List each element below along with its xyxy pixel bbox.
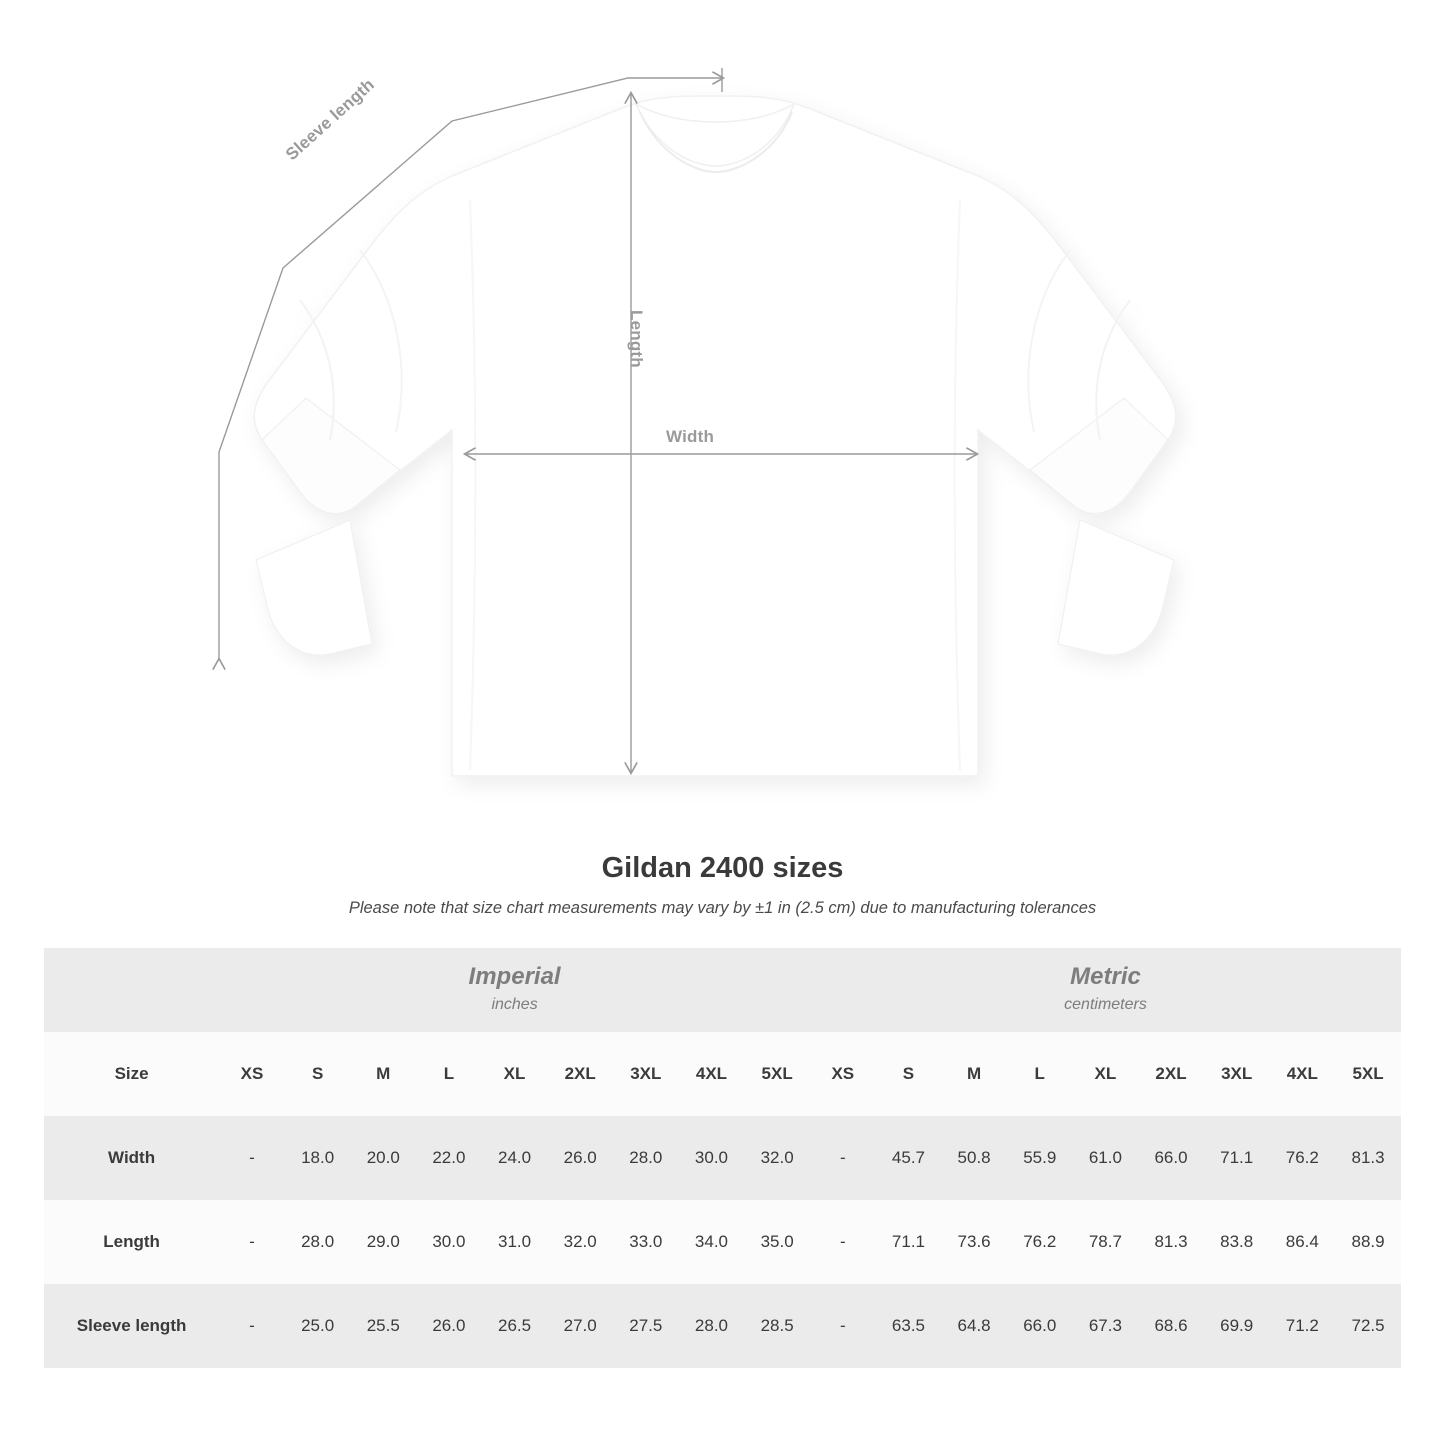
cell-length-l-3: 30.0 <box>416 1200 482 1284</box>
cell-sleeve-length-5xl-8: 28.5 <box>744 1284 810 1368</box>
cell-sleeve-length-xl-4: 26.5 <box>482 1284 548 1368</box>
cell-sleeve-length-3xl-6: 27.5 <box>613 1284 679 1368</box>
tolerance-note: Please note that size chart measurements may vary by ±1 in (2.5 cm) due to manufacturing tolerances <box>348 899 1097 917</box>
cell-width-3xl-15: 71.1 <box>1204 1116 1270 1200</box>
cell-width-m-11: 50.8 <box>941 1116 1007 1200</box>
cell-width-2xl-14: 66.0 <box>1138 1116 1204 1200</box>
cell-length-4xl-16: 86.4 <box>1269 1200 1335 1284</box>
size-header-row <box>44 1032 1401 1116</box>
cell-sleeve-length-s-1: 25.0 <box>285 1284 351 1368</box>
cell-width-xl-4: 24.0 <box>482 1116 548 1200</box>
column-header-4xl-16: 4XL <box>1269 1032 1335 1116</box>
column-header-xs-9: XS <box>810 1032 876 1116</box>
width-label: Width <box>666 427 715 446</box>
column-header-s-1: S <box>285 1032 351 1116</box>
unit-group-imperial <box>219 948 810 1032</box>
title-block <box>0 852 1445 918</box>
cell-length-4xl-7: 34.0 <box>679 1200 745 1284</box>
column-header-xl-4: XL <box>482 1032 548 1116</box>
column-header-2xl-14: 2XL <box>1138 1032 1204 1116</box>
table-row <box>44 1200 1401 1284</box>
row-header-width: Width <box>44 1116 219 1200</box>
shirt-silhouette <box>254 96 1175 776</box>
cell-width-4xl-16: 76.2 <box>1269 1116 1335 1200</box>
length-label: Length <box>627 310 646 368</box>
cell-length-xs-0: - <box>219 1200 285 1284</box>
size-table-wrapper <box>0 948 1445 1368</box>
cell-length-2xl-14: 81.3 <box>1138 1200 1204 1284</box>
sleeve-length-label: Sleeve length <box>282 74 379 165</box>
column-header-xl-13: XL <box>1073 1032 1139 1116</box>
cell-length-3xl-15: 83.8 <box>1204 1200 1270 1284</box>
row-header-sleeve-length: Sleeve length <box>44 1284 219 1368</box>
cell-width-2xl-5: 26.0 <box>547 1116 613 1200</box>
cell-sleeve-length-2xl-14: 68.6 <box>1138 1284 1204 1368</box>
cell-width-5xl-8: 32.0 <box>744 1116 810 1200</box>
cell-length-xs-9: - <box>810 1200 876 1284</box>
cell-sleeve-length-m-2: 25.5 <box>350 1284 416 1368</box>
cell-sleeve-length-m-11: 64.8 <box>941 1284 1007 1368</box>
table-row <box>44 1284 1401 1368</box>
cell-length-l-12: 76.2 <box>1007 1200 1073 1284</box>
unit-group-name: Imperial <box>468 963 561 991</box>
unit-group-metric <box>810 948 1401 1032</box>
cell-width-xs-9: - <box>810 1116 876 1200</box>
cell-sleeve-length-4xl-7: 28.0 <box>679 1284 745 1368</box>
unit-group-row <box>44 948 1401 1032</box>
cell-width-xs-0: - <box>219 1116 285 1200</box>
cell-length-xl-13: 78.7 <box>1073 1200 1139 1284</box>
column-header-l-12: L <box>1007 1032 1073 1116</box>
row-header-length: Length <box>44 1200 219 1284</box>
page-title: Gildan 2400 sizes <box>601 852 844 884</box>
cell-width-3xl-6: 28.0 <box>613 1116 679 1200</box>
size-table <box>44 948 1401 1368</box>
cell-sleeve-length-xs-0: - <box>219 1284 285 1368</box>
cell-length-3xl-6: 33.0 <box>613 1200 679 1284</box>
cell-length-xl-4: 31.0 <box>482 1200 548 1284</box>
cell-sleeve-length-xs-9: - <box>810 1284 876 1368</box>
cell-width-4xl-7: 30.0 <box>679 1116 745 1200</box>
cell-width-m-2: 20.0 <box>350 1116 416 1200</box>
unit-group-sub: centimeters <box>1064 996 1147 1014</box>
cell-length-5xl-8: 35.0 <box>744 1200 810 1284</box>
column-header-l-3: L <box>416 1032 482 1116</box>
cell-width-s-10: 45.7 <box>876 1116 942 1200</box>
cell-length-5xl-17: 88.9 <box>1335 1200 1401 1284</box>
unit-group-name: Metric <box>1070 963 1141 991</box>
table-row <box>44 1116 1401 1200</box>
column-header-5xl-8: 5XL <box>744 1032 810 1116</box>
cell-sleeve-length-4xl-16: 71.2 <box>1269 1284 1335 1368</box>
cell-width-5xl-17: 81.3 <box>1335 1116 1401 1200</box>
column-header-m-2: M <box>350 1032 416 1116</box>
column-header-s-10: S <box>876 1032 942 1116</box>
cell-width-l-12: 55.9 <box>1007 1116 1073 1200</box>
cell-length-m-11: 73.6 <box>941 1200 1007 1284</box>
cell-length-m-2: 29.0 <box>350 1200 416 1284</box>
column-header-2xl-5: 2XL <box>547 1032 613 1116</box>
column-header-m-11: M <box>941 1032 1007 1116</box>
cell-sleeve-length-l-3: 26.0 <box>416 1284 482 1368</box>
cell-sleeve-length-5xl-17: 72.5 <box>1335 1284 1401 1368</box>
cell-sleeve-length-2xl-5: 27.0 <box>547 1284 613 1368</box>
unit-group-sub: inches <box>491 996 538 1014</box>
cell-length-s-1: 28.0 <box>285 1200 351 1284</box>
cell-width-xl-13: 61.0 <box>1073 1116 1139 1200</box>
cell-sleeve-length-3xl-15: 69.9 <box>1204 1284 1270 1368</box>
cell-width-s-1: 18.0 <box>285 1116 351 1200</box>
cell-sleeve-length-l-12: 66.0 <box>1007 1284 1073 1368</box>
cell-length-s-10: 71.1 <box>876 1200 942 1284</box>
column-header-xs-0: XS <box>219 1032 285 1116</box>
cell-sleeve-length-s-10: 63.5 <box>876 1284 942 1368</box>
cell-width-l-3: 22.0 <box>416 1116 482 1200</box>
cell-sleeve-length-xl-13: 67.3 <box>1073 1284 1139 1368</box>
column-header-5xl-17: 5XL <box>1335 1032 1401 1116</box>
unit-row-spacer <box>44 948 219 1032</box>
column-header-4xl-7: 4XL <box>679 1032 745 1116</box>
column-header-3xl-15: 3XL <box>1204 1032 1270 1116</box>
size-header-label: Size <box>44 1032 219 1116</box>
cell-length-2xl-5: 32.0 <box>547 1200 613 1284</box>
column-header-3xl-6: 3XL <box>613 1032 679 1116</box>
